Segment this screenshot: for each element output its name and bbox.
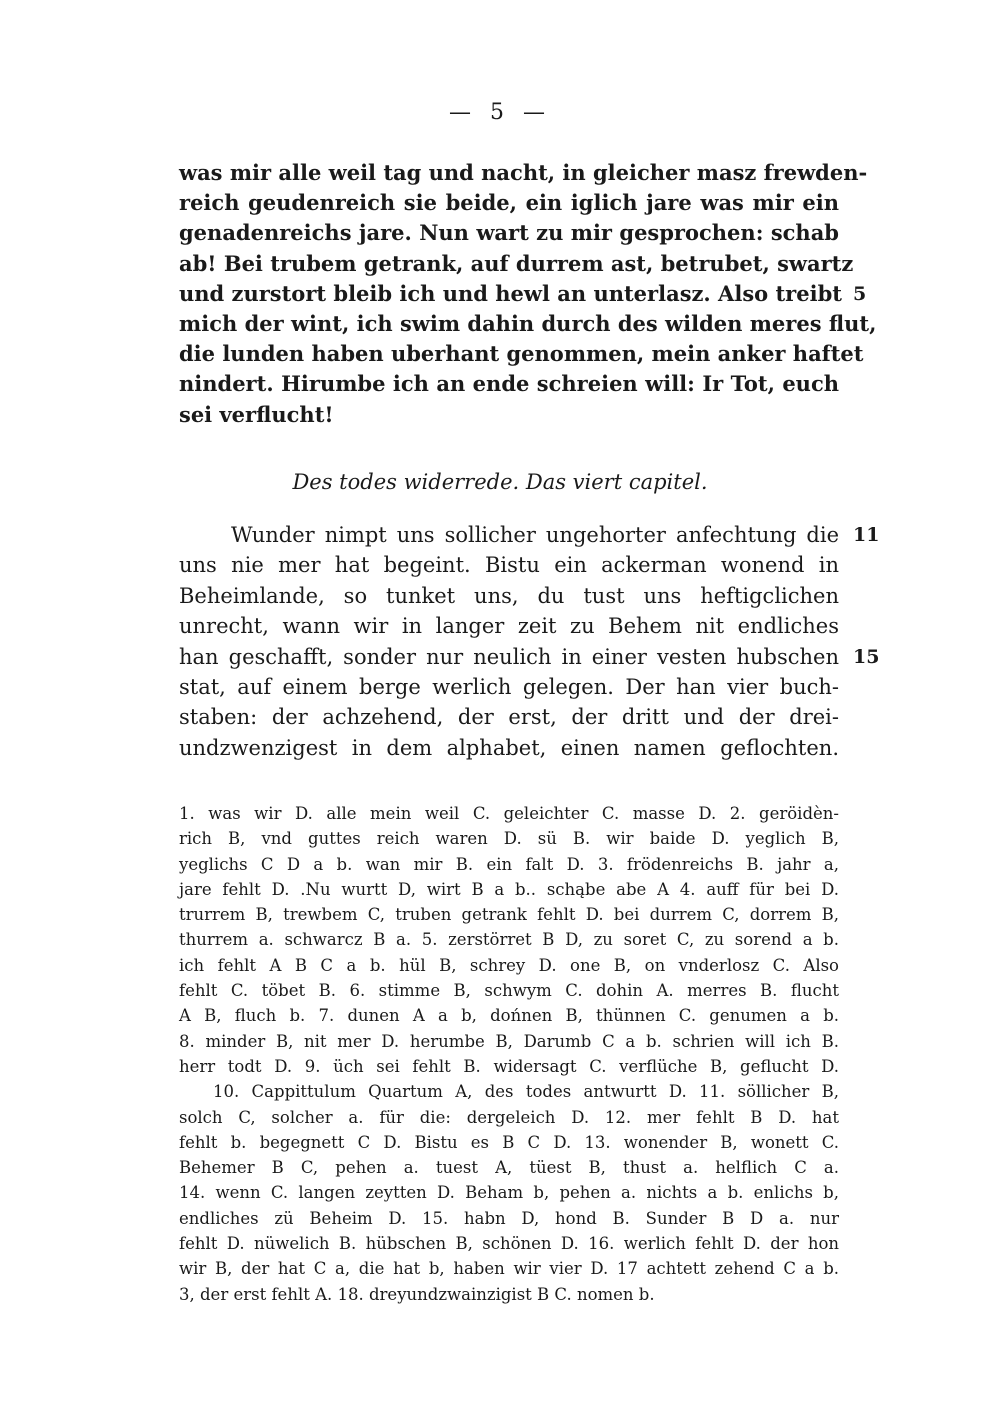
footnote-line: wir B, der hat C a, die hat b, haben wir vier D. 17 achtett zehend C a b. [179,1259,839,1279]
footnotes [179,801,839,1307]
text-line: Beheimlande, so tunket uns, du tust uns heftigclichen [179,583,839,608]
text-line: nindert. Hirumbe ich an ende schreien will: Ir Tot, euch [179,371,839,397]
footnote-line: fehlt D. nüwelich B. hübschen B, schönen D. 16. werlich fehlt D. der hon [179,1234,839,1254]
footnote-line: jare fehlt D. .Nu wurtt D, wirt B a b.. schąbe abe A 4. auff für bei D. [179,879,839,899]
text-line: ab! Bei trubem getrank, auf durrem ast, betrubet, swartz [179,250,854,276]
text-line: uns nie mer hat begeint. Bistu ein ackerman wonend in [179,553,839,578]
text-line: was mir alle weil tag und nacht, in gleicher masz frewden- [179,160,868,185]
text-line: undzwenzigest in dem alphabet, einen namen geflochten. [179,735,839,760]
footnote-line: 10. Cappittulum Quartum A, des todes antwurtt D. 11. söllicher B, [213,1082,839,1102]
line-number: 15 [853,645,880,668]
footnote-line: 14. wenn C. langen zeytten D. Beham b, pehen a. nichts a b. enlichs b, [179,1183,839,1203]
footnote-line: fehlt b. begegnett C D. Bistu es B C D. 13. wonender B, wonett C. [179,1132,839,1152]
text-line-5 [179,279,867,309]
text-line: mich der wint, ich swim dahin durch des wilden meres flut, [179,310,877,336]
text-line: und zurstort bleib ich und hewl an unterlasz. Also treibt [179,280,842,306]
main-text-chapter [179,520,880,763]
footnote-line: Behemer B C, pehen a. tuest A, tüest B, thust a. helflich C a. [179,1158,839,1178]
footnote-line: yeglichs C D a b. wan mir B. ein falt D. 3. frödenreichs B. jahr a, [179,854,839,874]
footnote-line: ich fehlt A B C a b. hül B, schrey D. one B, on vnderlosz C. Also [179,955,839,975]
text-line: die lunden haben uberhant genommen, mein anker haftet [179,341,864,367]
main-text-top [179,158,877,430]
footnote-line: fehlt C. töbet B. 6. stimme B, schwym C. dohin A. merres B. flucht [179,981,839,1001]
footnote-line: 3, der erst fehlt A. 18. dreyundzwainzigist B C. nomen b. [179,1284,655,1304]
text-line-11 [179,520,880,550]
text-line: staben: der achzehend, der erst, der dritt und der drei- [179,705,839,730]
text-line: genadenreichs jare. Nun wart zu mir gesprochen: schab [179,220,839,246]
text-line-15 [179,642,880,672]
text-line: han geschafft, sonder nur neulich in einer vesten hubschen [179,644,839,669]
chapter-heading: Des todes widerrede. Das viert capitel. [292,470,708,494]
footnote-line: trurrem B, trewbem C, truben getrank fehlt D. bei durrem C, dorrem B, [179,905,839,925]
text-line: sei verflucht! [179,401,334,427]
footnote-line: 1. was wir D. alle mein weil C. geleichter C. masse D. 2. geröidèn- [179,804,839,823]
text-line: stat, auf einem berge werlich gelegen. Der han vier buch- [179,674,839,699]
footnote-line: herr todt D. 9. üch sei fehlt B. widersagt C. verflüche B, geflucht D. [179,1056,839,1076]
footnote-line: A B, fluch b. 7. dunen A a b, dońnen B, thünnen C. genumen a b. [179,1006,839,1026]
line-number: 5 [853,282,867,305]
text-line: unrecht, wann wir in langer zeit zu Behem nit endliches [179,614,839,639]
text-line: Wunder nimpt uns sollicher ungehorter anfechtung die [231,523,839,547]
footnote-line: solch C, solcher a. für die: dergeleich D. 12. mer fehlt B D. hat [179,1107,839,1127]
footnote-line: rich B, vnd guttes reich waren D. sü B. wir baide D. yeglich B, [179,829,839,849]
line-number: 11 [853,524,880,546]
footnote-line: 8. minder B, nit mer D. herumbe B, Darumb C a b. schrien will ich B. [179,1031,839,1051]
footnote-line: endliches zü Beheim D. 15. habn D, hond B. Sunder B D a. nur [179,1208,839,1228]
footnote-line: thurrem a. schwarcz B a. 5. zerstörret B D, zu soret C, zu sorend a b. [179,930,839,950]
text-line: reich geudenreich sie beide, ein iglich jare was mir ein [179,190,839,216]
page-number: — 5 — [449,100,551,125]
